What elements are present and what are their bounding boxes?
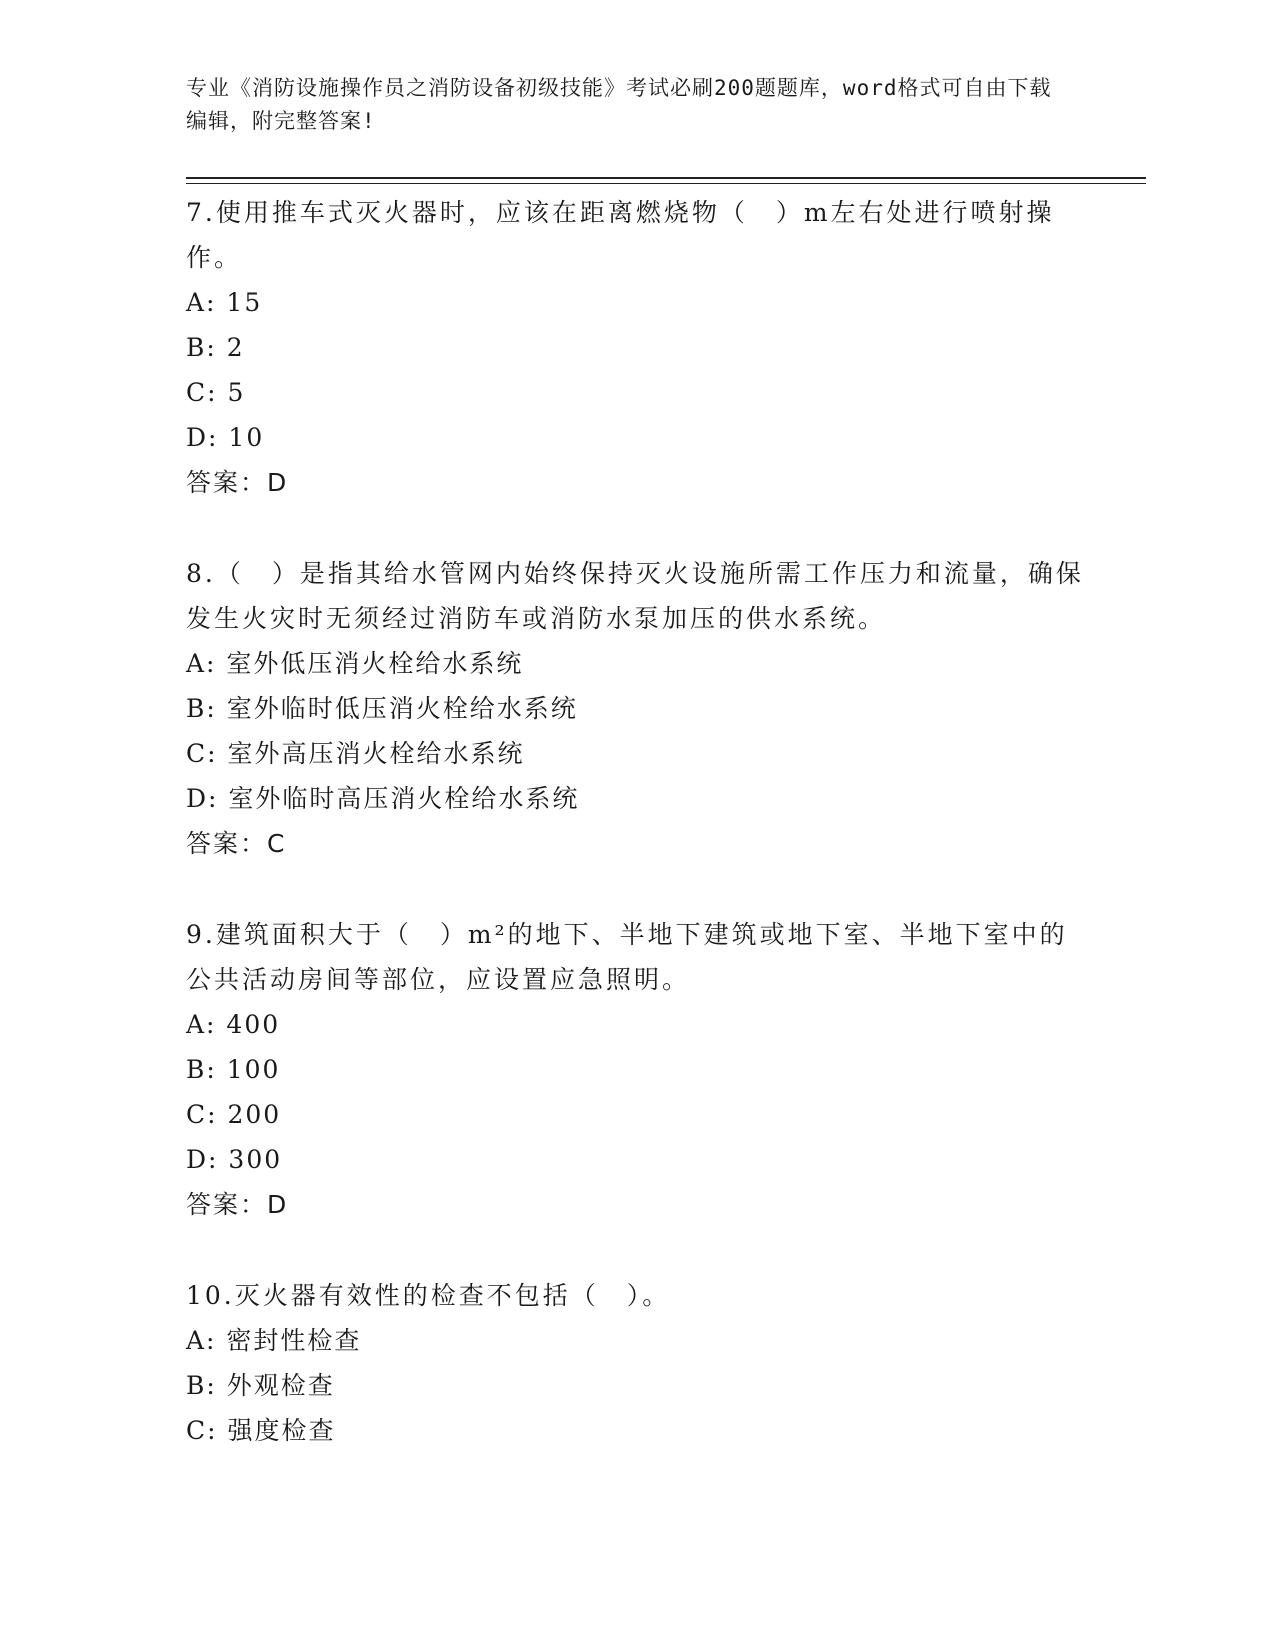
option-b: B: 外观检查 [186, 1371, 335, 1400]
option-a: A: 室外低压消火栓给水系统 [186, 649, 524, 678]
question-7 [186, 190, 1086, 505]
question-9 [186, 912, 1086, 1227]
option-a: A: 400 [186, 1010, 281, 1039]
option-c: C: 5 [186, 378, 246, 407]
document-header [186, 72, 1066, 138]
option-c: C: 200 [186, 1100, 282, 1129]
option-a: A: 密封性检查 [186, 1326, 362, 1355]
question-10 [186, 1273, 1086, 1453]
option-b: B: 室外临时低压消火栓给水系统 [186, 694, 578, 723]
option-c: C: 强度检查 [186, 1416, 336, 1445]
question-8 [186, 551, 1086, 866]
option-c: C: 室外高压消火栓给水系统 [186, 739, 525, 768]
answer-line: 答案：C [186, 829, 287, 858]
option-a: A: 15 [186, 288, 263, 317]
option-b: B: 2 [186, 333, 245, 362]
header-rule-thin [186, 183, 1146, 184]
question-stem: 9.建筑面积大于（ ）m²的地下、半地下建筑或地下室、半地下室中的公共活动房间等部位，应设置应急照明。 [186, 920, 1068, 994]
option-d: D: 300 [186, 1145, 283, 1174]
question-stem: 8.（ ）是指其给水管网内始终保持灭火设施所需工作压力和流量，确保发生火灾时无须经过消防车或消防水泵加压的供水系统。 [186, 559, 1084, 633]
answer-line: 答案：D [186, 468, 289, 497]
question-list [186, 190, 1086, 1499]
question-stem: 10.灭火器有效性的检查不包括（ ）。 [186, 1281, 671, 1310]
option-d: D: 10 [186, 423, 265, 452]
option-b: B: 100 [186, 1055, 281, 1084]
question-stem: 7.使用推车式灭火器时，应该在距离燃烧物（ ）m左右处进行喷射操作。 [186, 198, 1055, 272]
option-d: D: 室外临时高压消火栓给水系统 [186, 784, 580, 813]
answer-line: 答案：D [186, 1190, 289, 1219]
header-intro-text: 专业《消防设施操作员之消防设备初级技能》考试必刷200题题库，word格式可自由下载编辑，附完整答案! [186, 76, 1052, 133]
header-rule-thick [186, 177, 1146, 179]
